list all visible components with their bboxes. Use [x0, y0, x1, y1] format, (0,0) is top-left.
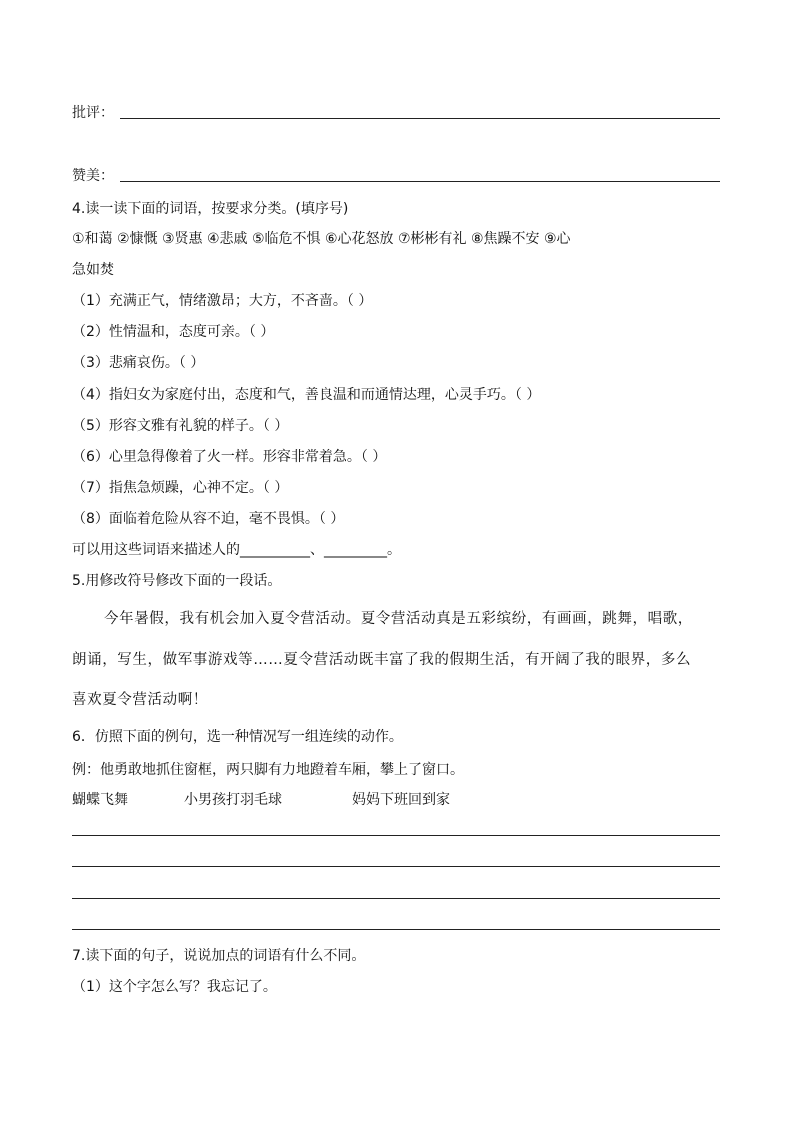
q6-answer-line-4[interactable]	[72, 929, 720, 930]
q6-example: 例：他勇敢地抓住窗框，两只脚有力地蹬着车厢，攀上了窗口。	[72, 762, 464, 778]
q6-title: 6．仿照下面的例句，选一种情况写一组连续的动作。	[72, 729, 403, 745]
q7-title: 7.读下面的句子，说说加点的词语有什么不同。	[72, 948, 366, 964]
q4-item-6: （6）心里急得像着了火一样。形容非常着急。（ ）	[72, 449, 387, 465]
q6-answer-line-3[interactable]	[72, 898, 720, 899]
q6-choice-mother: 妈妈下班回到家	[352, 792, 450, 808]
q5-paragraph-line3: 喜欢夏令营活动啊！	[72, 692, 208, 708]
q4-item-8: （8）面临着危险从容不迫，毫不畏惧。（ ）	[72, 511, 345, 527]
q4-item-7: （7）指焦急烦躁，心神不定。（ ）	[72, 480, 289, 496]
praise-answer-line[interactable]	[120, 181, 720, 182]
critique-answer-line[interactable]	[120, 118, 720, 119]
q4-item-3: （3）悲痛哀伤。（ ）	[72, 355, 205, 371]
critique-label: 批评：	[72, 105, 114, 121]
q5-paragraph-line2: 朗诵，写生，做军事游戏等……夏令营活动既丰富了我的假期生活，有开阔了我的眼界，多么	[72, 652, 692, 668]
q6-choice-butterfly: 蝴蝶飞舞	[72, 792, 128, 808]
q6-answer-line-1[interactable]	[72, 835, 720, 836]
q4-options-line2: 急如焚	[72, 262, 114, 278]
q5-paragraph-line1: 今年暑假，我有机会加入夏令营活动。夏令营活动真是五彩缤纷，有画画，跳舞，唱歌，	[104, 611, 693, 627]
q7-item-1: （1）这个字怎么写？我忘记了。	[72, 979, 277, 995]
q4-item-2: （2）性情温和，态度可亲。（ ）	[72, 324, 275, 340]
q5-title: 5.用修改符号修改下面的一段话。	[72, 573, 282, 589]
q4-title: 4.读一读下面的词语，按要求分类。(填序号)	[72, 201, 349, 217]
q4-describe: 可以用这些词语来描述人的__________、_________。	[72, 542, 401, 558]
q6-answer-line-2[interactable]	[72, 866, 720, 867]
q4-item-1: （1）充满正气，情绪激昂；大方，不吝啬。（ ）	[72, 293, 373, 309]
q6-choice-badminton: 小男孩打羽毛球	[184, 792, 282, 808]
praise-label: 赞美：	[72, 168, 114, 184]
q4-item-5: （5）形容文雅有礼貌的样子。（ ）	[72, 418, 289, 434]
q4-item-4: （4）指妇女为家庭付出，态度和气，善良温和而通情达理，心灵手巧。（ ）	[72, 387, 541, 403]
q4-options-line1: ①和蔼 ②慷慨 ③贤惠 ④悲戚 ⑤临危不惧 ⑥心花怒放 ⑦彬彬有礼 ⑧焦躁不安 ⑨心	[72, 231, 571, 247]
